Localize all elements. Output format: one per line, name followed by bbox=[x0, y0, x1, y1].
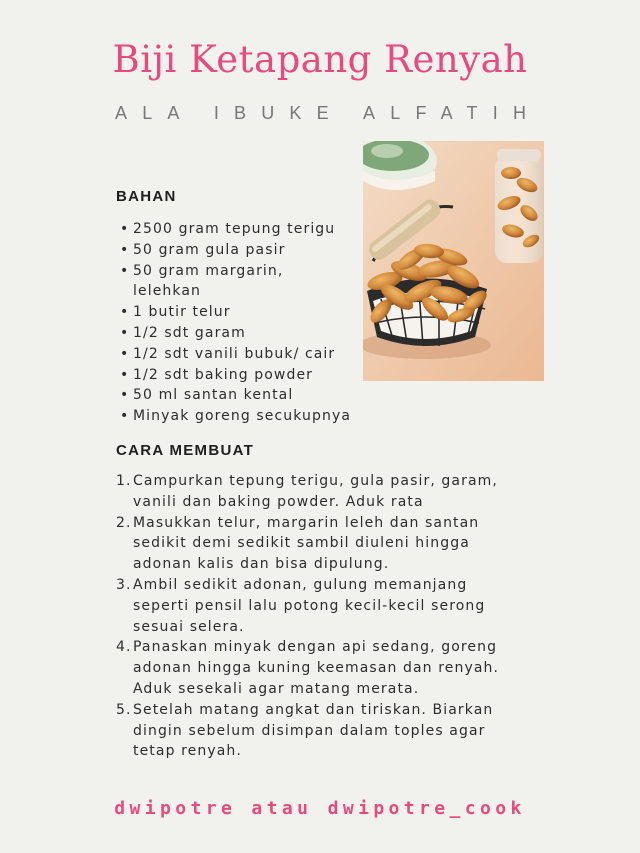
recipe-title: Biji Ketapang Renyah bbox=[112, 38, 528, 81]
ingredient-text: 50 gram gula pasir bbox=[133, 241, 286, 258]
step-text: Masukkan telur, margarin leleh dan santan sedikit demi sedikit sambil diuleni hingga adonan kalis dan bisa dipulung. bbox=[133, 514, 480, 573]
bullet-icon: • bbox=[120, 345, 130, 362]
bullet-icon: • bbox=[120, 221, 130, 237]
step-text: Ambil sedikit adonan, gulung memanjang seperti pensil lalu potong kecil-kecil serong sesuai selera. bbox=[133, 576, 486, 635]
list-item bbox=[116, 406, 356, 427]
bullet-icon: • bbox=[120, 366, 130, 383]
list-item bbox=[116, 240, 356, 261]
ingredient-text: 1/2 sdt garam bbox=[133, 324, 246, 341]
author-credit: dwipotre atau dwipotre_cook bbox=[114, 798, 526, 819]
ingredient-text: 1/2 sdt vanili bubuk/ cair bbox=[133, 345, 336, 362]
step-number: 5. bbox=[116, 701, 132, 718]
bullet-icon: • bbox=[120, 262, 130, 279]
list-item bbox=[116, 323, 356, 344]
list-item bbox=[116, 344, 356, 365]
recipe-subtitle: ALA IBUKE ALFATIH bbox=[115, 103, 542, 123]
list-item bbox=[116, 365, 356, 386]
method-heading: CARA MEMBUAT bbox=[116, 442, 255, 459]
ingredients-list bbox=[116, 219, 356, 427]
list-item bbox=[116, 471, 526, 513]
list-item bbox=[116, 575, 526, 637]
list-item bbox=[116, 385, 356, 406]
ingredients-heading: BAHAN bbox=[116, 188, 177, 205]
step-text: Campurkan tepung terigu, gula pasir, garam, vanili dan baking powder. Aduk rata bbox=[133, 473, 498, 510]
list-item bbox=[116, 513, 526, 575]
step-text: Setelah matang angkat dan tiriskan. Biarkan dingin sebelum disimpan dalam toples agar tetap renyah. bbox=[133, 701, 494, 760]
step-text: Panaskan minyak dengan api sedang, goreng adonan hingga kuning keemasan dan renyah. Aduk sesekali agar matang merata. bbox=[133, 639, 500, 697]
step-number: 3. bbox=[116, 576, 132, 593]
step-number: 1. bbox=[116, 473, 132, 489]
list-item bbox=[116, 302, 356, 323]
list-item bbox=[116, 637, 526, 699]
step-number: 2. bbox=[116, 514, 132, 531]
list-item bbox=[116, 700, 526, 762]
ingredient-text: 50 ml santan kental bbox=[133, 387, 294, 404]
bullet-icon: • bbox=[120, 241, 130, 258]
step-number: 4. bbox=[116, 639, 132, 656]
list-item bbox=[116, 219, 356, 240]
ingredient-text: Minyak goreng secukupnya bbox=[133, 408, 352, 425]
ingredient-text: 2500 gram tepung terigu bbox=[133, 221, 336, 237]
bullet-icon: • bbox=[120, 324, 130, 341]
ingredient-text: 1/2 sdt baking powder bbox=[133, 366, 314, 383]
bullet-icon: • bbox=[120, 387, 130, 404]
bullet-icon: • bbox=[120, 408, 130, 425]
ingredient-text: 1 butir telur bbox=[133, 304, 231, 321]
bullet-icon: • bbox=[120, 304, 130, 321]
recipe-photo bbox=[363, 141, 544, 381]
method-steps-list bbox=[116, 471, 526, 762]
list-item bbox=[116, 261, 356, 303]
ingredient-text: 50 gram margarin, lelehkan bbox=[133, 262, 284, 300]
